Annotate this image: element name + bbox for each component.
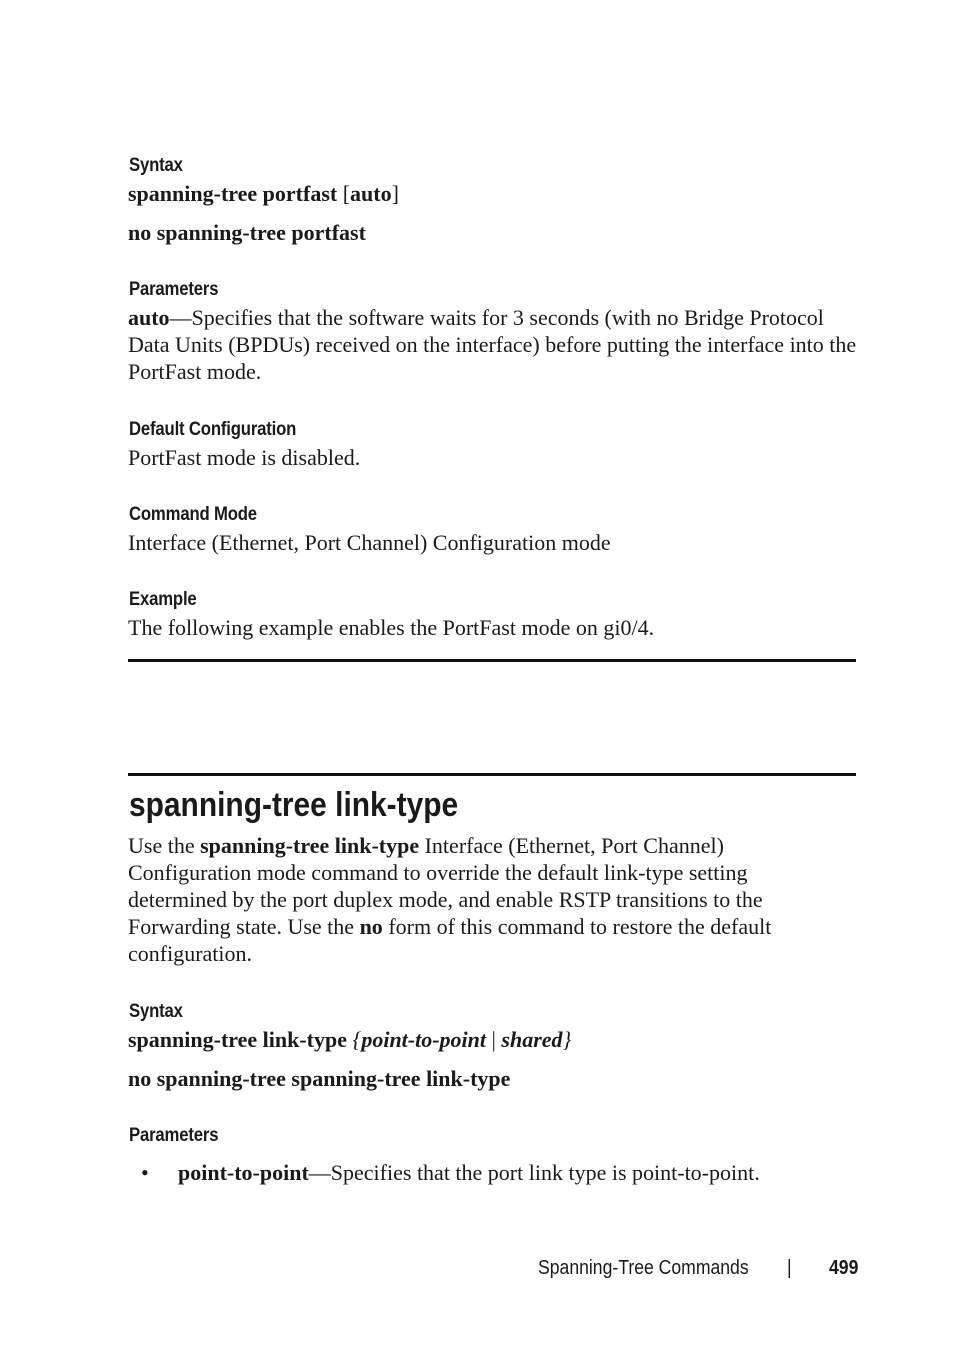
intro-no-keyword: no [359, 914, 383, 939]
footer-separator: | [787, 1257, 792, 1279]
arg-separator: | [486, 1027, 502, 1052]
param-description: —Specifies that the port link type is point-to-point. [308, 1160, 760, 1185]
section-start-rule [128, 773, 856, 776]
brace-close: } [562, 1027, 572, 1052]
intro-text-1: Use the [128, 833, 201, 858]
bracket-open: [ [337, 181, 351, 206]
syntax-line-no-link-type: no spanning-tree spanning-tree link-type [128, 1066, 511, 1091]
page-number: 499 [829, 1257, 859, 1279]
command-mode-text: Interface (Ethernet, Port Channel) Configuration mode [128, 530, 611, 555]
parameters-heading: Parameters [129, 279, 219, 300]
brace-open: { [352, 1027, 362, 1052]
command-description [128, 832, 848, 967]
param-term: point-to-point [178, 1160, 309, 1185]
param-point-to-point [178, 1159, 760, 1186]
command-name: spanning-tree portfast [128, 181, 338, 206]
example-text: The following example enables the PortFast mode on gi0/4. [128, 615, 655, 640]
example-heading: Example [129, 589, 197, 610]
section-end-rule [128, 659, 856, 662]
bracket-close: ] [391, 181, 399, 206]
default-configuration-text: PortFast mode is disabled. [128, 445, 361, 470]
syntax-line-no-portfast: no spanning-tree portfast [128, 220, 366, 245]
arg-point-to-point: point-to-point [361, 1027, 487, 1052]
intro-text-2: Interface (Ethernet, Port Channel) Configuration mode command to override the default link-type setting determined by the port duplex mode, and enable RSTP transitions to the Forwarding state. Use the [128, 833, 763, 939]
intro-command: spanning-tree link-type [200, 833, 420, 858]
param-auto [128, 304, 858, 385]
command-mode-heading: Command Mode [129, 504, 257, 525]
syntax-heading-2: Syntax [129, 1001, 183, 1022]
parameters-heading-2: Parameters [129, 1125, 219, 1146]
command-name: spanning-tree link-type [128, 1027, 353, 1052]
syntax-heading: Syntax [129, 155, 183, 176]
param-description: —Specifies that the software waits for 3 seconds (with no Bridge Protocol Data Units (BPDUs) received on the interface) before putting the interface into the PortFast mode. [128, 305, 857, 384]
default-configuration-heading: Default Configuration [129, 419, 297, 440]
footer-chapter: Spanning-Tree Commands [538, 1257, 749, 1279]
syntax-line-link-type [128, 1026, 571, 1053]
param-term: auto [128, 305, 170, 330]
keyword-auto: auto [350, 181, 392, 206]
intro-text-3: form of this command to restore the default configuration. [128, 914, 772, 966]
bullet-icon: • [141, 1160, 149, 1185]
syntax-line-portfast [128, 180, 399, 207]
arg-shared: shared [501, 1027, 563, 1052]
page-title: spanning-tree link-type [129, 786, 459, 824]
